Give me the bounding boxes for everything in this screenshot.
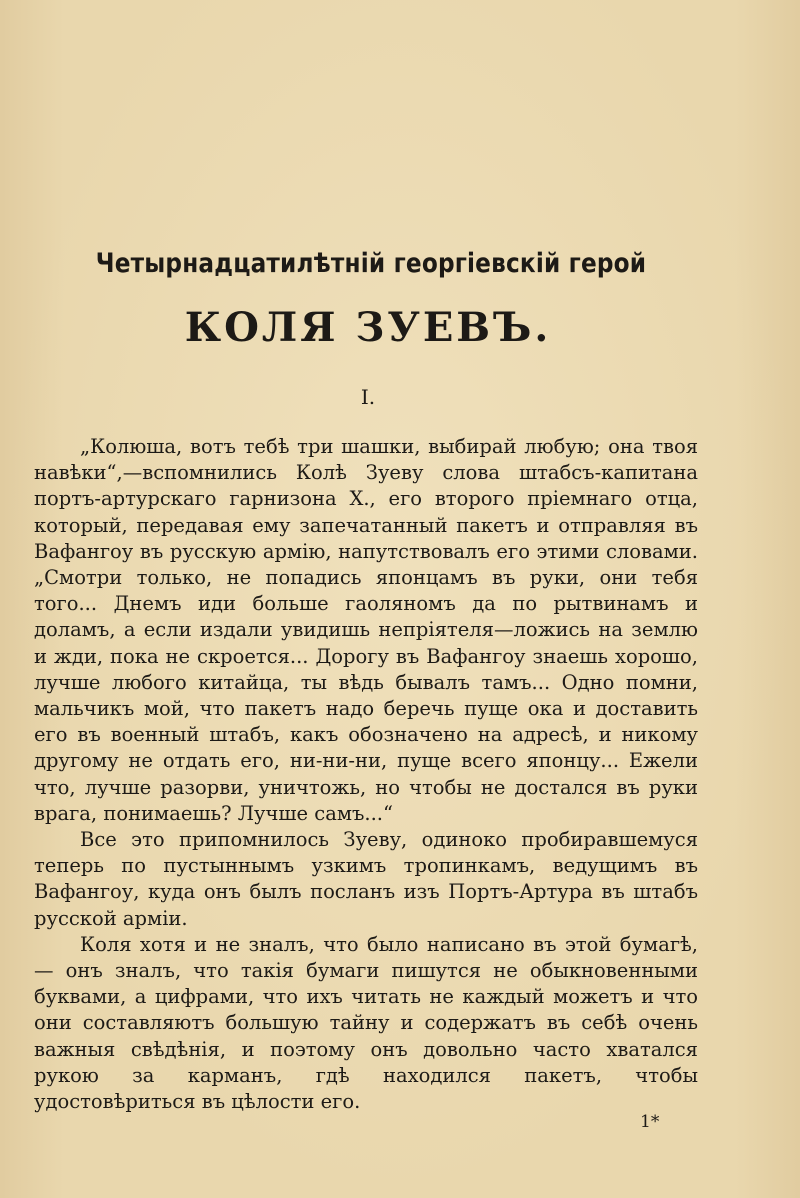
paragraph-2: Все это припомнилось Зуеву, одиноко пробиравшемуся теперь по пустыннымъ узкимъ тропинкамъ, ведущимъ въ Вафангоу, куда онъ былъ посланъ изъ Портъ-Артура въ штабъ русской арміи. xyxy=(34,828,698,930)
paragraph-1: „Колюша, вотъ тебѣ три шашки, выбирай любую; она твоя навѣки“,—вспомнились Колѣ Зуеву слова штабсъ-капитана портъ-артурскаго гарнизона X., его второго пріемнаго отца, который, передавая ему запечатанный пакетъ и отправляя въ Вафангоу въ русскую армію, напутствовалъ его этими словами. „Смотри только, не попадись японцамъ въ руки, они тебя того... Днемъ иди больше гаоляномъ да по рытвинамъ и доламъ, а если издали увидишь непріятеля—ложись на землю и жди, пока не скроется... Дорогу въ Вафангоу знаешь хорошо, лучше любого китайца, ты вѣдь бывалъ тамъ... Одно помни, мальчикъ мой, что пакетъ надо беречь пуще ока и доставить его въ военный штабъ, какъ обозначено на адресѣ, и никому другому не отдать его, ни-ни-ни, пуще всего японцу... Ежели что, лучше разорви, уничтожь, но чтобы не достался въ руки врага, понимаешь? Лучше самъ...“ xyxy=(34,435,698,825)
chapter-number: I. xyxy=(360,385,376,409)
body-text xyxy=(34,434,698,1115)
folio-signature: 1* xyxy=(640,1112,660,1132)
supertitle: Четырнадцатилѣтній георгіевскій герой xyxy=(95,248,647,279)
page-title: КОЛЯ ЗУЕВЪ. xyxy=(184,304,552,351)
paragraph-3: Коля хотя и не зналъ, что было написано въ этой бумагѣ, — онъ зналъ, что такія бумаги пишутся не обыкновенными буквами, а цифрами, что ихъ читать не каждый можетъ и что они составляютъ большую тайну и содержатъ въ себѣ очень важныя свѣдѣнія, и поэтому онъ довольно часто хватался рукою за карманъ, гдѣ находился пакетъ, чтобы удостовѣриться въ цѣлости его. xyxy=(34,932,698,1114)
